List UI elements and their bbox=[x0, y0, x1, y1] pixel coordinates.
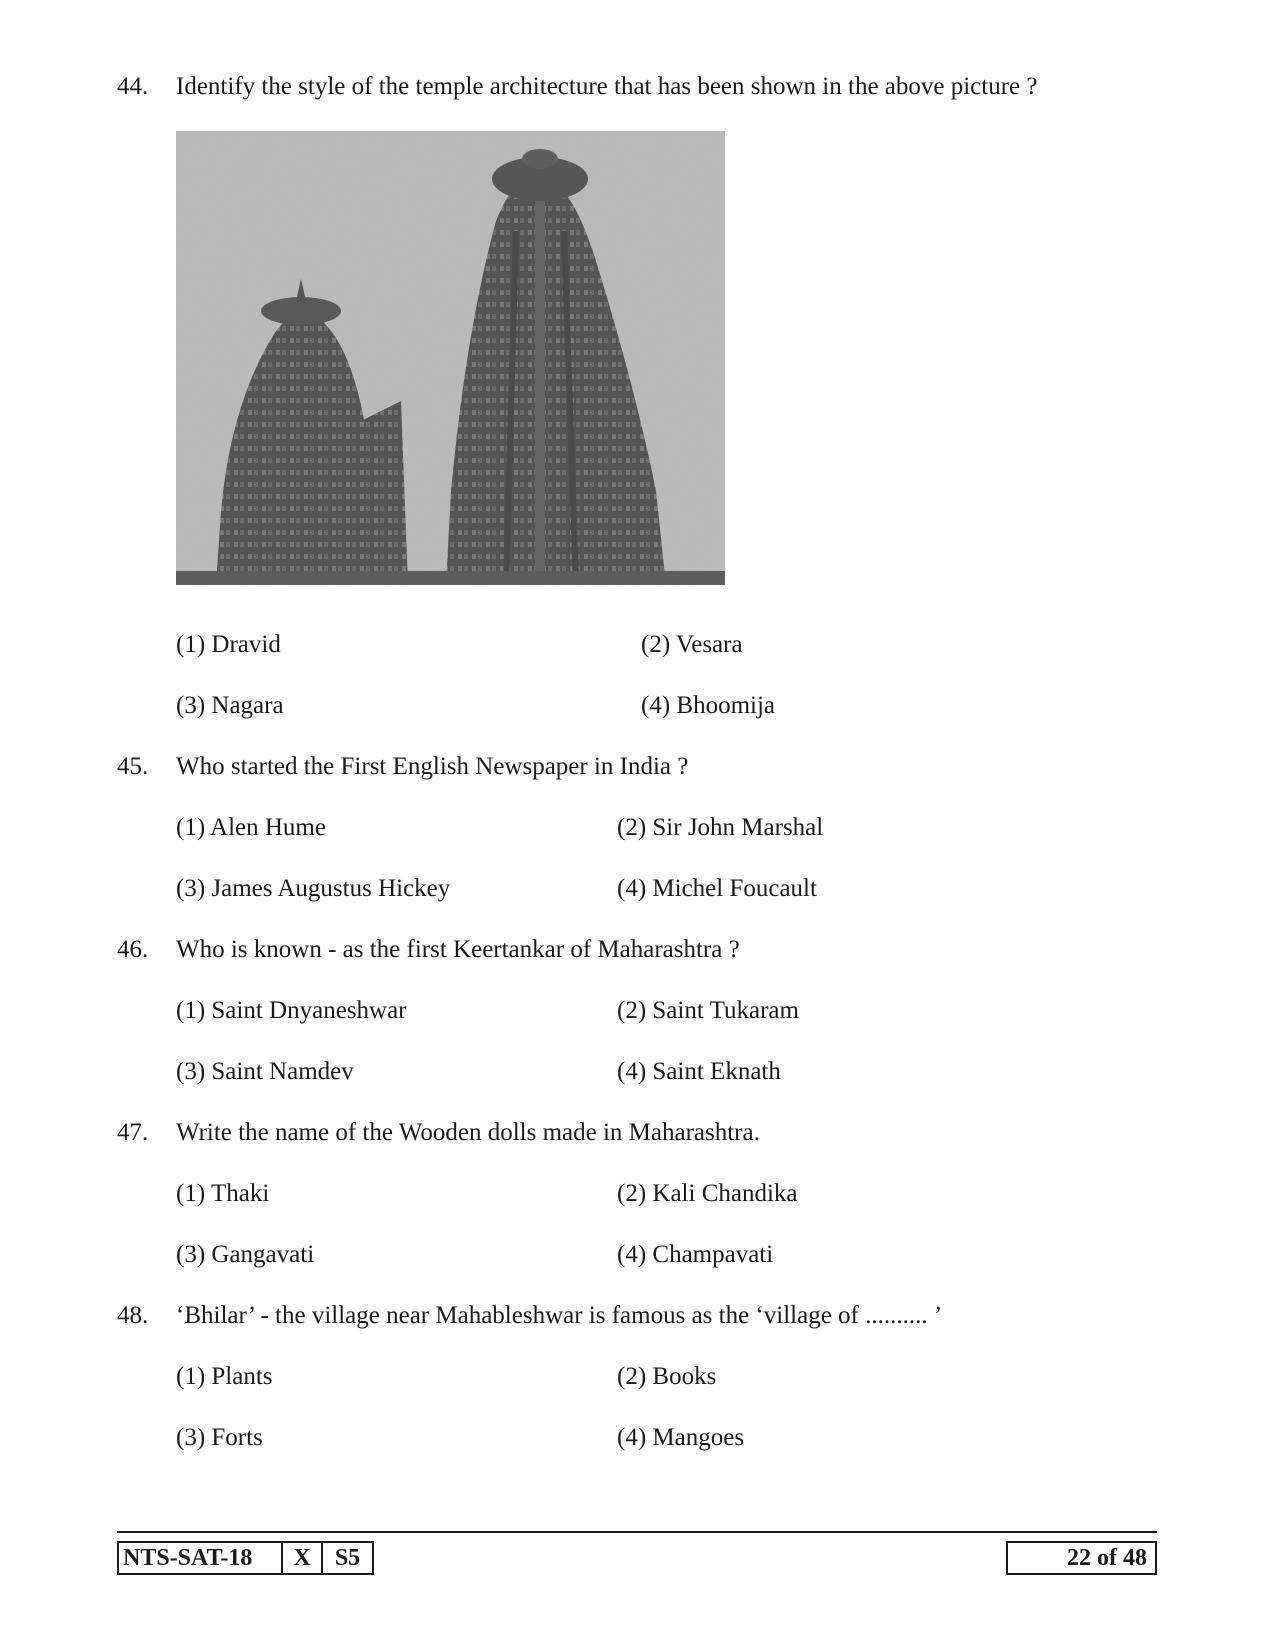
temple-photo bbox=[176, 131, 725, 585]
question-47 bbox=[117, 1118, 760, 1148]
page-number: 22 of 48 bbox=[1067, 1544, 1147, 1571]
option-48-4: (4) Mangoes bbox=[617, 1424, 745, 1451]
question-number: 44. bbox=[117, 73, 149, 100]
question-number: 45. bbox=[117, 753, 149, 780]
question-text: Who is known - as the first Keertankar of Maharashtra ? bbox=[176, 936, 740, 963]
option-44-1: (1) Dravid bbox=[176, 631, 281, 658]
question-text: Identify the style of the temple architecture that has been shown in the above picture ? bbox=[176, 73, 1038, 100]
option-46-2: (2) Saint Tukaram bbox=[617, 997, 799, 1024]
question-48 bbox=[117, 1301, 942, 1331]
footer-divider bbox=[117, 1531, 1157, 1533]
page-number-box bbox=[1006, 1541, 1157, 1575]
paper-code: NTS-SAT-18 bbox=[119, 1543, 283, 1573]
option-46-4: (4) Saint Eknath bbox=[617, 1058, 781, 1085]
option-46-1: (1) Saint Dnyaneshwar bbox=[176, 997, 407, 1024]
option-48-3: (3) Forts bbox=[176, 1424, 263, 1451]
option-45-3: (3) James Augustus Hickey bbox=[176, 875, 451, 902]
question-45 bbox=[117, 752, 688, 782]
option-47-1: (1) Thaki bbox=[176, 1180, 270, 1207]
set-code: S5 bbox=[334, 1544, 361, 1571]
option-44-3: (3) Nagara bbox=[176, 692, 284, 719]
option-47-3: (3) Gangavati bbox=[176, 1241, 315, 1268]
question-text: ‘Bhilar’ - the village near Mahableshwar is famous as the ‘village of .......... ’ bbox=[176, 1302, 943, 1329]
option-44-4: (4) Bhoomija bbox=[641, 692, 776, 719]
question-text: Write the name of the Wooden dolls made in Maharashtra. bbox=[176, 1119, 760, 1146]
option-45-1: (1) Alen Hume bbox=[176, 814, 326, 841]
question-44 bbox=[117, 72, 1038, 102]
option-46-3: (3) Saint Namdev bbox=[176, 1058, 354, 1085]
question-number: 46. bbox=[117, 936, 149, 963]
option-45-2: (2) Sir John Marshal bbox=[617, 814, 824, 841]
question-number: 48. bbox=[117, 1302, 149, 1329]
option-44-2: (2) Vesara bbox=[641, 631, 743, 658]
option-45-4: (4) Michel Foucault bbox=[617, 875, 817, 902]
question-text: Who started the First English Newspaper in India ? bbox=[176, 753, 689, 780]
question-number: 47. bbox=[117, 1119, 149, 1146]
option-47-4: (4) Champavati bbox=[617, 1241, 774, 1268]
option-48-2: (2) Books bbox=[617, 1363, 717, 1390]
option-48-1: (1) Plants bbox=[176, 1363, 273, 1390]
class-code: X bbox=[283, 1543, 323, 1573]
question-46 bbox=[117, 935, 740, 965]
paper-code-box bbox=[117, 1541, 374, 1575]
option-47-2: (2) Kali Chandika bbox=[617, 1180, 798, 1207]
temple-illustration bbox=[176, 131, 725, 585]
